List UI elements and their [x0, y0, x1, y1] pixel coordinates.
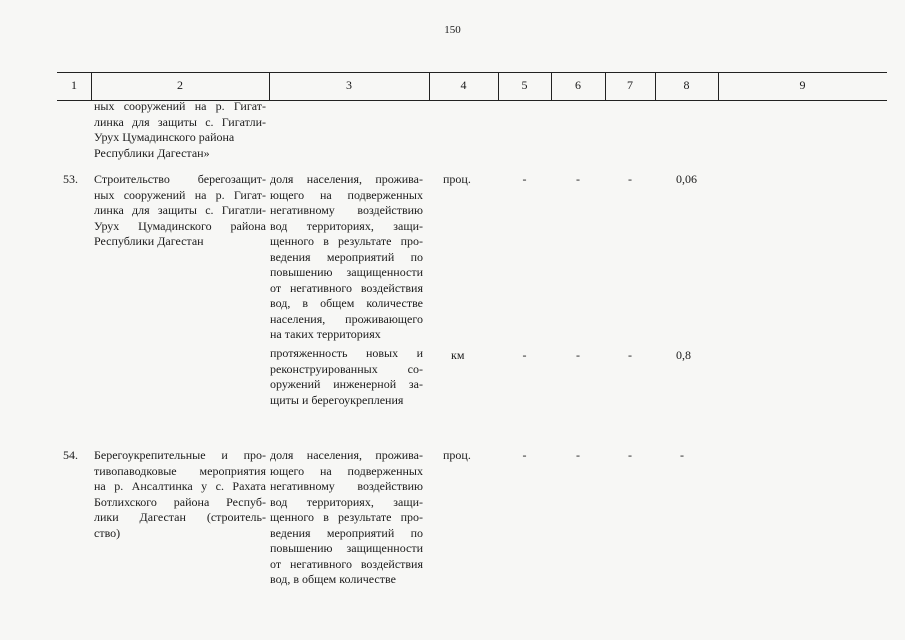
row-54-col6-1: -: [576, 448, 580, 462]
row-54-unit-1: проц.: [443, 448, 471, 462]
row-53-col6-2: -: [576, 348, 580, 362]
page-number: 150: [444, 24, 461, 36]
row-53-unit-2: км: [451, 348, 465, 362]
row-continuation-name: ных сооружений на р. Гигат- линка для защиты с. Гигатли- Урух Цумадинского района Республики Дагестан»: [94, 99, 266, 160]
row-53-col7-2: -: [628, 348, 632, 362]
header-col-8: 8: [683, 78, 690, 92]
row-54-col7-1: -: [628, 448, 632, 462]
header-col-7: 7: [627, 78, 633, 92]
row-53-col8-2: 0,8: [676, 348, 691, 362]
row-54-number: 54.: [63, 448, 78, 462]
row-53-col5-1: -: [522, 172, 527, 186]
row-53-unit-1: проц.: [443, 172, 471, 186]
row-54-col5-1: -: [522, 448, 527, 462]
row-53-indicator-1: доля населения, прожива- ющего на подверженных негативному воздействию вод территориях, защи- щенного в результате про- ведения мероприятий по повышению защищенности от негативного воздействия вод, в общем количестве населения, проживающего на таких территориях: [270, 172, 423, 341]
header-col-9: 9: [799, 78, 806, 92]
header-col-1: 1: [71, 78, 77, 92]
header-col-5: 5: [521, 78, 528, 92]
header-col-3: 3: [346, 78, 352, 92]
row-53-number: 53.: [63, 172, 78, 186]
header-top-border: [57, 72, 887, 73]
row-53-name: Строительство берегозащит- ных сооружений на р. Гигат- линка для защиты с. Гигатли- Урух Цумадинского района Республики Дагестан: [94, 172, 266, 248]
header-col-4: 4: [460, 78, 467, 92]
row-53-col5-2: -: [522, 348, 527, 362]
row-53-col8-1: 0,06: [676, 172, 697, 186]
row-53-col6-1: -: [576, 172, 580, 186]
header-col-2: 2: [177, 78, 183, 92]
header-col-6: 6: [575, 78, 581, 92]
row-53-col7-1: -: [628, 172, 632, 186]
row-53-indicator-2: протяженность новых и реконструированных со- оружений инженерной за- щиты и берегоукрепления: [270, 346, 423, 407]
row-54-col8-1: -: [680, 448, 684, 462]
row-54-name: Берегоукрепительные и про- тивопаводковые мероприятия на р. Ансалтинка у с. Рахата Ботлихского района Респуб- лики Дагестан (строитель- ство): [94, 448, 266, 540]
row-54-indicator-1: доля населения, прожива- ющего на подверженных негативному воздействию вод территориях, защи- щенного в результате про- ведения мероприятий по повышению защищенности от негативного воздействия вод, в общем количестве: [270, 448, 423, 586]
